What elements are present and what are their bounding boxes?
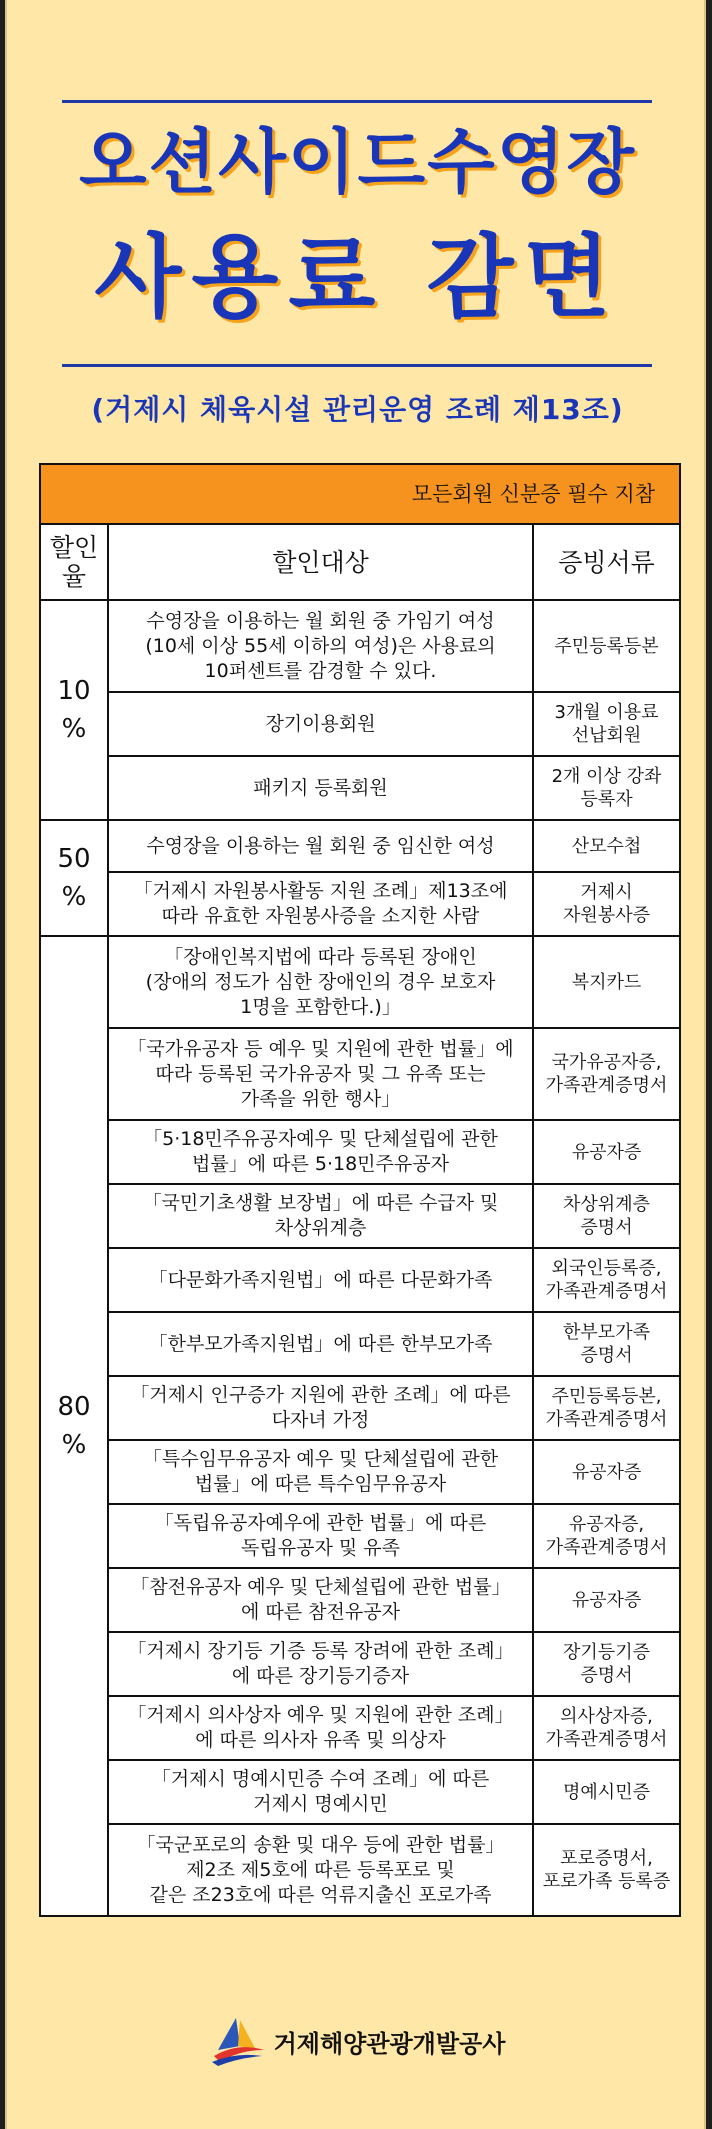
table-row bbox=[40, 872, 680, 936]
table-row bbox=[40, 1568, 680, 1632]
discount-target-cell: 「거제시 명예시민증 수여 조례」에 따른 거제시 명예시민 bbox=[108, 1760, 533, 1824]
table-row bbox=[40, 1632, 680, 1696]
discount-target-cell: 「다문화가족지원법」에 따른 다문화가족 bbox=[108, 1248, 533, 1312]
required-document-cell: 복지카드 bbox=[533, 936, 680, 1028]
header-row bbox=[40, 524, 680, 600]
table-row bbox=[40, 1760, 680, 1824]
discount-target-cell: 「특수임무유공자 예우 및 단체설립에 관한 법률」에 따른 특수임무유공자 bbox=[108, 1440, 533, 1504]
table-row bbox=[40, 820, 680, 872]
discount-target-cell: 「독립유공자예우에 관한 법률」에 따른 독립유공자 및 유족 bbox=[108, 1504, 533, 1568]
discount-table bbox=[39, 463, 681, 1917]
table-row bbox=[40, 1248, 680, 1312]
required-document-cell: 포로증명서, 포로가족 등록증 bbox=[533, 1824, 680, 1916]
required-document-cell: 유공자증 bbox=[533, 1568, 680, 1632]
subtitle: (거제시 체육시설 관리운영 조례 제13조) bbox=[91, 393, 624, 426]
discount-target-cell: 「5·18민주유공자예우 및 단체설립에 관한 법률」에 따른 5·18민주유공자 bbox=[108, 1120, 533, 1184]
geoje-corp-logo-icon bbox=[210, 2016, 266, 2066]
header-rate: 할인 율 bbox=[40, 524, 108, 600]
discount-table-body bbox=[40, 464, 680, 1916]
table-row bbox=[40, 756, 680, 820]
table-row bbox=[40, 1824, 680, 1916]
table-row bbox=[40, 1028, 680, 1120]
table-row bbox=[40, 1312, 680, 1376]
bottom-rule bbox=[62, 364, 652, 367]
required-document-cell: 3개월 이용료 선납회원 bbox=[533, 692, 680, 756]
title-line-1: 오션사이드수영장 bbox=[79, 121, 636, 203]
table-row bbox=[40, 1184, 680, 1248]
required-document-cell: 한부모가족 증명서 bbox=[533, 1312, 680, 1376]
table-row bbox=[40, 1504, 680, 1568]
table-row bbox=[40, 692, 680, 756]
header-target: 할인대상 bbox=[108, 524, 533, 600]
required-document-cell: 장기등기증 증명서 bbox=[533, 1632, 680, 1696]
id-required-notice: 모든회원 신분증 필수 지참 bbox=[40, 464, 680, 524]
required-document-cell: 외국인등록증, 가족관계증명서 bbox=[533, 1248, 680, 1312]
required-document-cell: 명예시민증 bbox=[533, 1760, 680, 1824]
table-row bbox=[40, 600, 680, 692]
required-document-cell: 국가유공자증, 가족관계증명서 bbox=[533, 1028, 680, 1120]
header-document: 증빙서류 bbox=[533, 524, 680, 600]
required-document-cell: 주민등록등본, 가족관계증명서 bbox=[533, 1376, 680, 1440]
discount-target-cell: 「참전유공자 예우 및 단체설립에 관한 법률」 에 따른 참전유공자 bbox=[108, 1568, 533, 1632]
discount-target-cell: 「거제시 자원봉사활동 지원 조례」제13조에 따라 유효한 자원봉사증을 소지한 사람 bbox=[108, 872, 533, 936]
discount-rate-cell: 80 % bbox=[40, 936, 108, 1916]
required-document-cell: 거제시 자원봉사증 bbox=[533, 872, 680, 936]
table-row bbox=[40, 1120, 680, 1184]
title-line-2: 사용료 감면 bbox=[94, 225, 621, 330]
discount-rate-cell: 50 % bbox=[40, 820, 108, 936]
discount-target-cell: 수영장을 이용하는 월 회원 중 가임기 여성 (10세 이상 55세 이하의 여성)은 사용료의 10퍼센트를 감경할 수 있다. bbox=[108, 600, 533, 692]
discount-target-cell: 장기이용회원 bbox=[108, 692, 533, 756]
footer-logo bbox=[7, 2016, 708, 2066]
poster bbox=[5, 0, 706, 2129]
required-document-cell: 산모수첩 bbox=[533, 820, 680, 872]
table-row bbox=[40, 1696, 680, 1760]
discount-target-cell: 수영장을 이용하는 월 회원 중 임신한 여성 bbox=[108, 820, 533, 872]
discount-target-cell: 「거제시 장기등 기증 등록 장려에 관한 조례」 에 따른 장기등기증자 bbox=[108, 1632, 533, 1696]
discount-target-cell: 「국민기초생활 보장법」에 따른 수급자 및 차상위계층 bbox=[108, 1184, 533, 1248]
required-document-cell: 차상위계층 증명서 bbox=[533, 1184, 680, 1248]
discount-target-cell: 「국군포로의 송환 및 대우 등에 관한 법률」 제2조 제5호에 따른 등록포로 및 같은 조23호에 따른 억류지출신 포로가족 bbox=[108, 1824, 533, 1916]
discount-target-cell: 패키지 등록회원 bbox=[108, 756, 533, 820]
discount-rate-cell: 10 % bbox=[40, 600, 108, 820]
top-rule bbox=[62, 100, 652, 103]
notice-row bbox=[40, 464, 680, 524]
discount-target-cell: 「국가유공자 등 예우 및 지원에 관한 법률」에 따라 등록된 국가유공자 및 그 유족 또는 가족을 위한 행사」 bbox=[108, 1028, 533, 1120]
table-row bbox=[40, 1376, 680, 1440]
discount-target-cell: 「거제시 의사상자 예우 및 지원에 관한 조례」 에 따른 의사자 유족 및 의상자 bbox=[108, 1696, 533, 1760]
organization-name: 거제해양관광개발공사 bbox=[273, 2029, 506, 2058]
discount-target-cell: 「한부모가족지원법」에 따른 한부모가족 bbox=[108, 1312, 533, 1376]
required-document-cell: 주민등록등본 bbox=[533, 600, 680, 692]
table-row bbox=[40, 1440, 680, 1504]
required-document-cell: 2개 이상 강좌 등록자 bbox=[533, 756, 680, 820]
table-row bbox=[40, 936, 680, 1028]
discount-target-cell: 「장애인복지법에 따라 등록된 장애인 (장애의 정도가 심한 장애인의 경우 보호자 1명을 포함한다.)」 bbox=[108, 936, 533, 1028]
discount-target-cell: 「거제시 인구증가 지원에 관한 조례」에 따른 다자녀 가정 bbox=[108, 1376, 533, 1440]
required-document-cell: 유공자증 bbox=[533, 1120, 680, 1184]
required-document-cell: 유공자증, 가족관계증명서 bbox=[533, 1504, 680, 1568]
required-document-cell: 유공자증 bbox=[533, 1440, 680, 1504]
required-document-cell: 의사상자증, 가족관계증명서 bbox=[533, 1696, 680, 1760]
